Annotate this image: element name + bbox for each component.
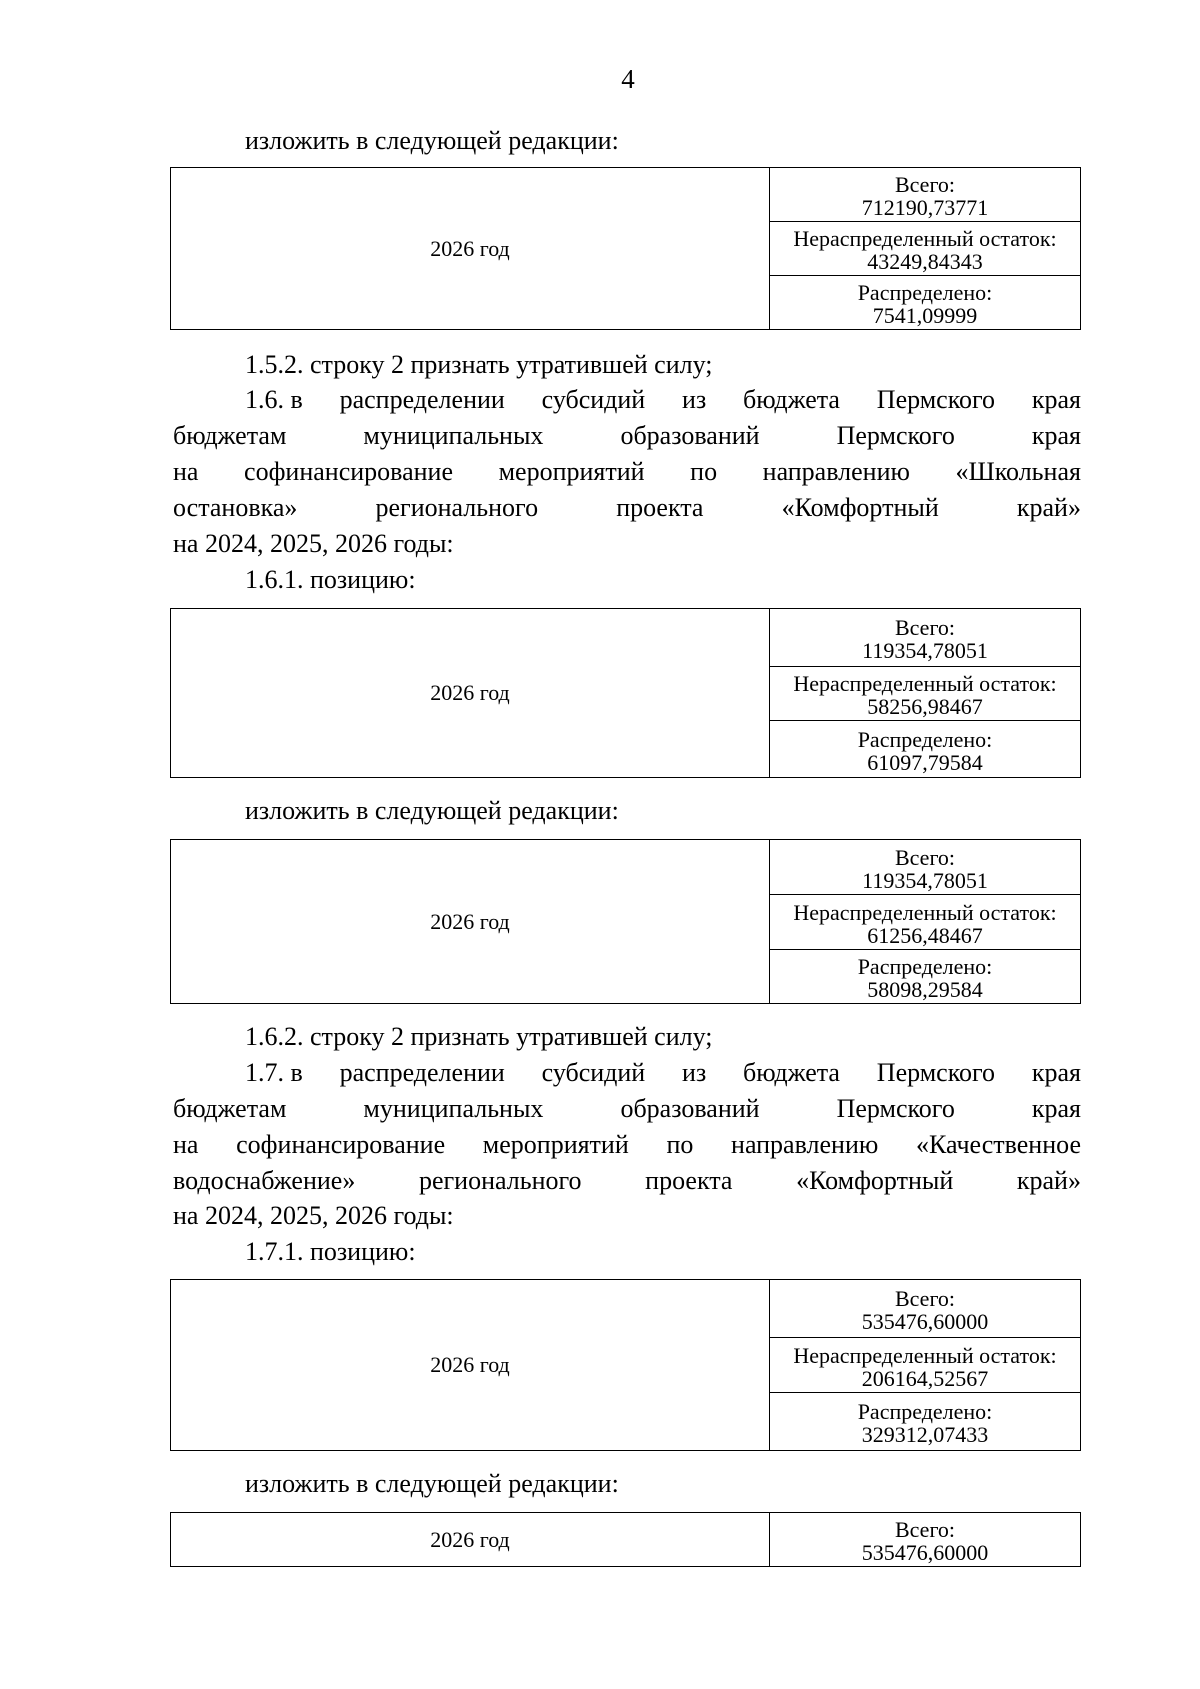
year-cell: 2026 год	[171, 1280, 770, 1451]
unallocated-label: Нераспределенный остаток:	[793, 1342, 1057, 1368]
paragraph-1-6-2: 1.6.2. строку 2 признать утратившей силу;	[245, 1022, 713, 1051]
page-number: 4	[621, 64, 635, 94]
allocation-table	[170, 839, 1081, 1004]
unallocated-label: Нераспределенный остаток:	[793, 899, 1057, 925]
total-value: 535476,60000	[861, 1540, 989, 1565]
allocation-table	[170, 167, 1081, 330]
allocation-table	[170, 1279, 1081, 1451]
unallocated-cell	[770, 667, 1081, 721]
total-label: Всего:	[894, 172, 956, 197]
paragraph-1-6-line-5: на 2024, 2025, 2026 годы:	[173, 529, 454, 558]
total-label: Всего:	[894, 1517, 956, 1542]
allocated-value: 61097,79584	[867, 749, 983, 775]
total-value: 535476,60000	[861, 1309, 989, 1334]
unallocated-label: Нераспределенный остаток:	[793, 226, 1057, 251]
total-value: 119354,78051	[862, 867, 988, 893]
allocated-value: 58098,29584	[867, 977, 983, 1002]
paragraph-1-7-1: 1.7.1. позицию:	[245, 1237, 416, 1266]
year-cell: 2026 год	[171, 1513, 770, 1567]
paragraph-1-7-line-3: на софинансирование мероприятий по направлению «Качественное	[173, 1130, 1081, 1159]
allocated-label: Распределено:	[857, 726, 993, 752]
paragraph-1-7-line-5: на 2024, 2025, 2026 годы:	[173, 1201, 454, 1230]
unallocated-label: Нераспределенный остаток:	[793, 671, 1057, 696]
allocated-cell	[770, 721, 1081, 778]
allocated-cell	[770, 1393, 1081, 1451]
paragraph-1-7-line-2: бюджетам муниципальных образований Пермского края	[173, 1094, 1081, 1123]
allocated-label: Распределено:	[857, 280, 993, 305]
allocated-cell	[770, 276, 1081, 330]
unallocated-cell	[770, 222, 1081, 276]
total-cell	[770, 840, 1081, 895]
allocation-table	[170, 1512, 1081, 1567]
paragraph-1-5-2: 1.5.2. строку 2 признать утратившей силу;	[245, 350, 713, 379]
total-label: Всего:	[894, 615, 956, 640]
paragraph-1-6-line-1: 1.6. в распределении субсидий из бюджета Пермского края	[245, 385, 1081, 414]
unallocated-value: 61256,48467	[867, 922, 983, 948]
unallocated-cell	[770, 895, 1081, 950]
allocated-label: Распределено:	[857, 1399, 993, 1424]
total-cell	[770, 609, 1081, 667]
total-cell	[770, 1280, 1081, 1338]
total-value: 712190,73771	[861, 195, 989, 220]
allocated-label: Распределено:	[857, 954, 993, 979]
total-cell	[770, 1513, 1081, 1567]
paragraph-1-7-line-1: 1.7. в распределении субсидий из бюджета Пермского края	[245, 1058, 1081, 1087]
unallocated-value: 43249,84343	[867, 249, 983, 274]
allocated-value: 7541,09999	[872, 303, 978, 328]
unallocated-value: 206164,52567	[861, 1365, 989, 1391]
total-label: Всего:	[894, 1286, 956, 1311]
paragraph-1-6-line-4: остановка» регионального проекта «Комфортный край»	[173, 493, 1081, 522]
year-cell: 2026 год	[171, 168, 770, 330]
paragraph-1-6-1: 1.6.1. позицию:	[245, 565, 416, 594]
allocation-table	[170, 608, 1081, 778]
year-cell: 2026 год	[171, 840, 770, 1004]
year-cell: 2026 год	[171, 609, 770, 778]
allocated-value: 329312,07433	[861, 1422, 989, 1447]
paragraph-1-7-line-4: водоснабжение» регионального проекта «Комфортный край»	[173, 1166, 1081, 1195]
total-value: 119354,78051	[862, 638, 988, 663]
paragraph-1-6-line-2: бюджетам муниципальных образований Пермского края	[173, 421, 1081, 450]
instruction-text: изложить в следующей редакции:	[245, 126, 619, 155]
paragraph-1-6-line-3: на софинансирование мероприятий по направлению «Школьная	[173, 457, 1081, 486]
unallocated-cell	[770, 1338, 1081, 1393]
total-cell	[770, 168, 1081, 222]
instruction-text: изложить в следующей редакции:	[245, 796, 619, 825]
unallocated-value: 58256,98467	[867, 694, 983, 719]
total-label: Всего:	[894, 844, 956, 870]
allocated-cell	[770, 950, 1081, 1004]
instruction-text: изложить в следующей редакции:	[245, 1469, 619, 1498]
